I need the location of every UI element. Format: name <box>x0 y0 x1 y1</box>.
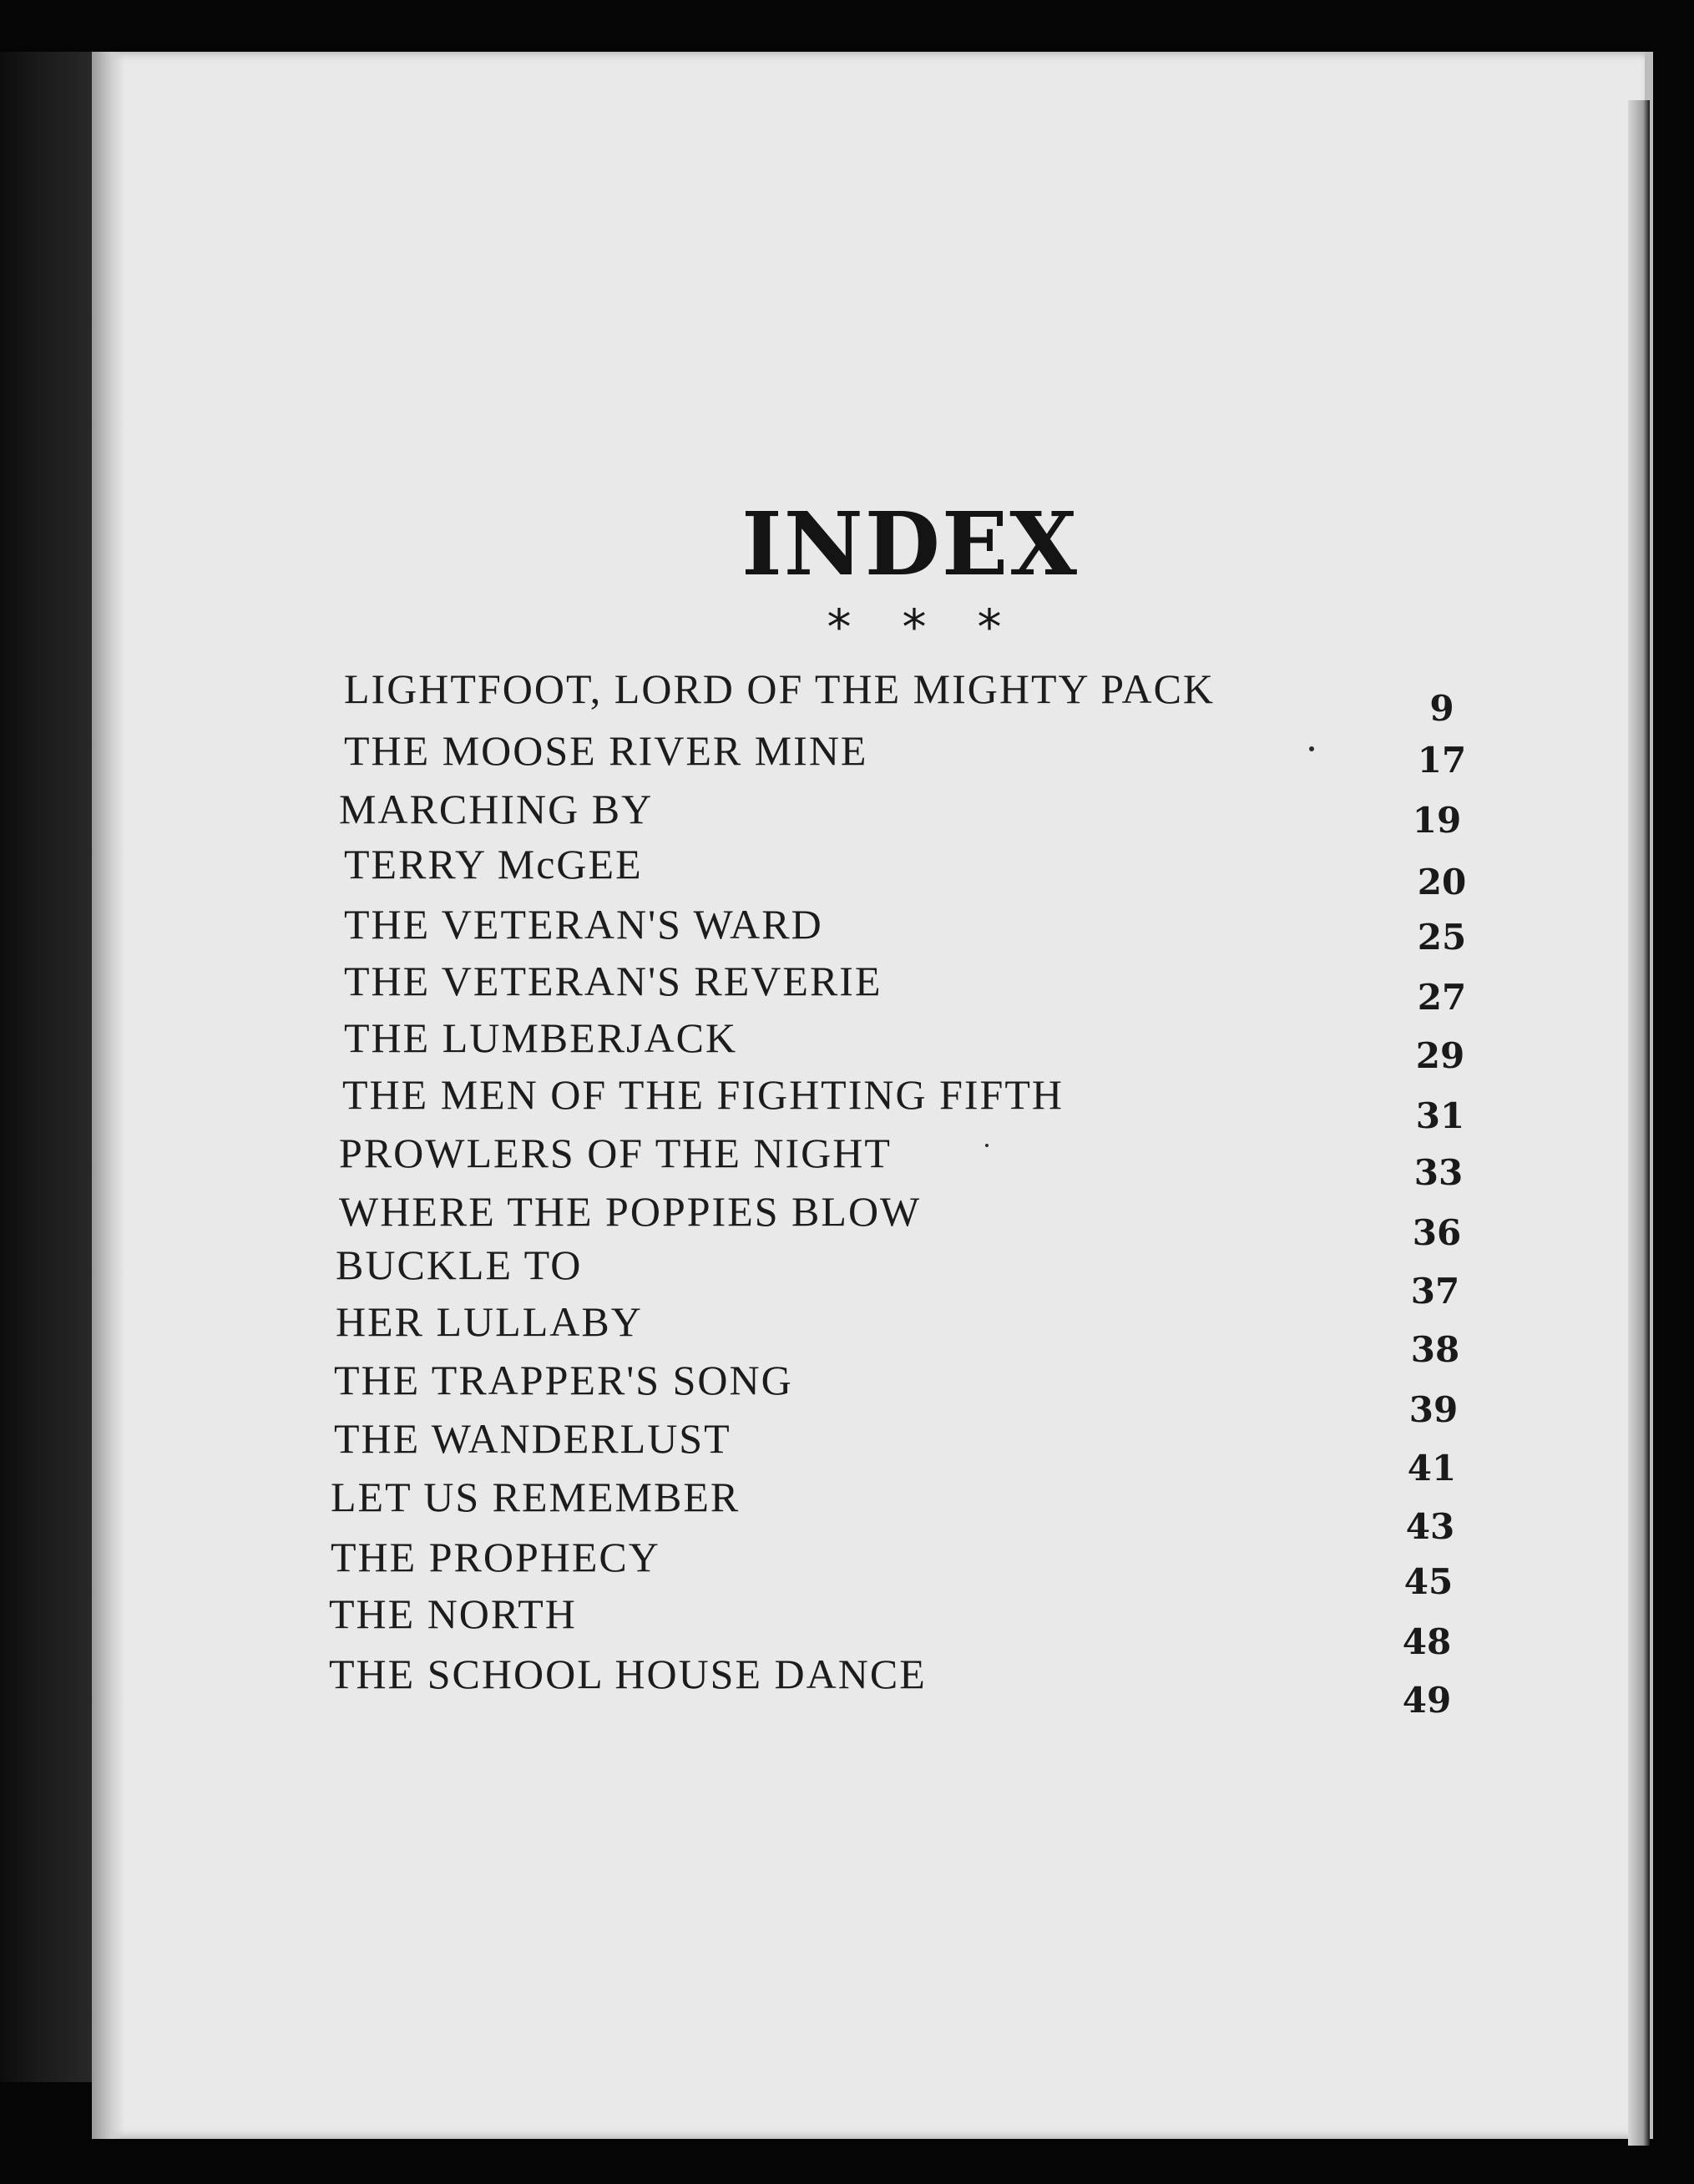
entry-title: THE TRAPPER'S SONG <box>334 1357 793 1403</box>
asterisk-glyph: * <box>902 599 927 655</box>
entry-page-number: 25 <box>1417 917 1467 958</box>
entry-title: PROWLERS OF THE NIGHT <box>339 1130 892 1176</box>
entry-page-number: 43 <box>1405 1506 1455 1547</box>
entry-page-number: 17 <box>1417 740 1467 781</box>
entry-page-number: 20 <box>1417 862 1467 902</box>
entry-page-number: 37 <box>1410 1271 1460 1312</box>
entry-title: THE PROPHECY <box>331 1534 660 1580</box>
entry-page-number: 9 <box>1429 688 1454 729</box>
entry-page-number: 29 <box>1415 1035 1465 1076</box>
entry-title: THE WANDERLUST <box>334 1415 731 1462</box>
asterisk-glyph: * <box>827 599 852 655</box>
entry-page-number: 31 <box>1415 1095 1465 1136</box>
entry-title: TERRY McGEE <box>344 841 643 887</box>
entry-page-number: 49 <box>1402 1680 1452 1721</box>
entry-page-number: 39 <box>1408 1389 1459 1430</box>
entry-page-number: 41 <box>1407 1448 1457 1489</box>
asterism-ornament <box>814 599 1014 655</box>
entry-title: HER LULLABY <box>336 1298 643 1345</box>
index-heading: INDEX <box>741 493 1079 595</box>
facing-page-edge <box>0 52 99 2082</box>
entry-page-number: 33 <box>1413 1152 1464 1193</box>
entry-title: MARCHING BY <box>339 786 654 832</box>
entry-page-number: 27 <box>1417 977 1467 1018</box>
entry-title: THE LUMBERJACK <box>344 1014 738 1061</box>
entry-title: WHERE THE POPPIES BLOW <box>339 1188 922 1235</box>
entry-title: THE SCHOOL HOUSE DANCE <box>329 1651 927 1697</box>
entry-page-number: 48 <box>1402 1621 1452 1662</box>
entry-title: THE MOOSE RIVER MINE <box>344 727 868 774</box>
ink-speck <box>1309 746 1314 751</box>
entry-page-number: 38 <box>1410 1329 1460 1370</box>
entry-title: THE MEN OF THE FIGHTING FIFTH <box>342 1071 1064 1118</box>
page-fore-edge <box>1628 100 1650 2146</box>
entry-page-number: 36 <box>1412 1212 1462 1253</box>
entry-title: THE VETERAN'S WARD <box>344 901 823 948</box>
entry-page-number: 45 <box>1403 1561 1454 1602</box>
entry-title: BUCKLE TO <box>336 1241 583 1288</box>
entry-title: THE NORTH <box>329 1590 577 1637</box>
page-gutter-shadow <box>92 52 125 2139</box>
entry-title: LIGHTFOOT, LORD OF THE MIGHTY PACK <box>344 665 1216 712</box>
entry-title: THE VETERAN'S REVERIE <box>344 958 882 1004</box>
entry-page-number: 19 <box>1412 800 1462 841</box>
asterisk-glyph: * <box>977 599 1002 655</box>
ink-speck <box>985 1144 989 1147</box>
entry-title: LET US REMEMBER <box>331 1474 741 1520</box>
